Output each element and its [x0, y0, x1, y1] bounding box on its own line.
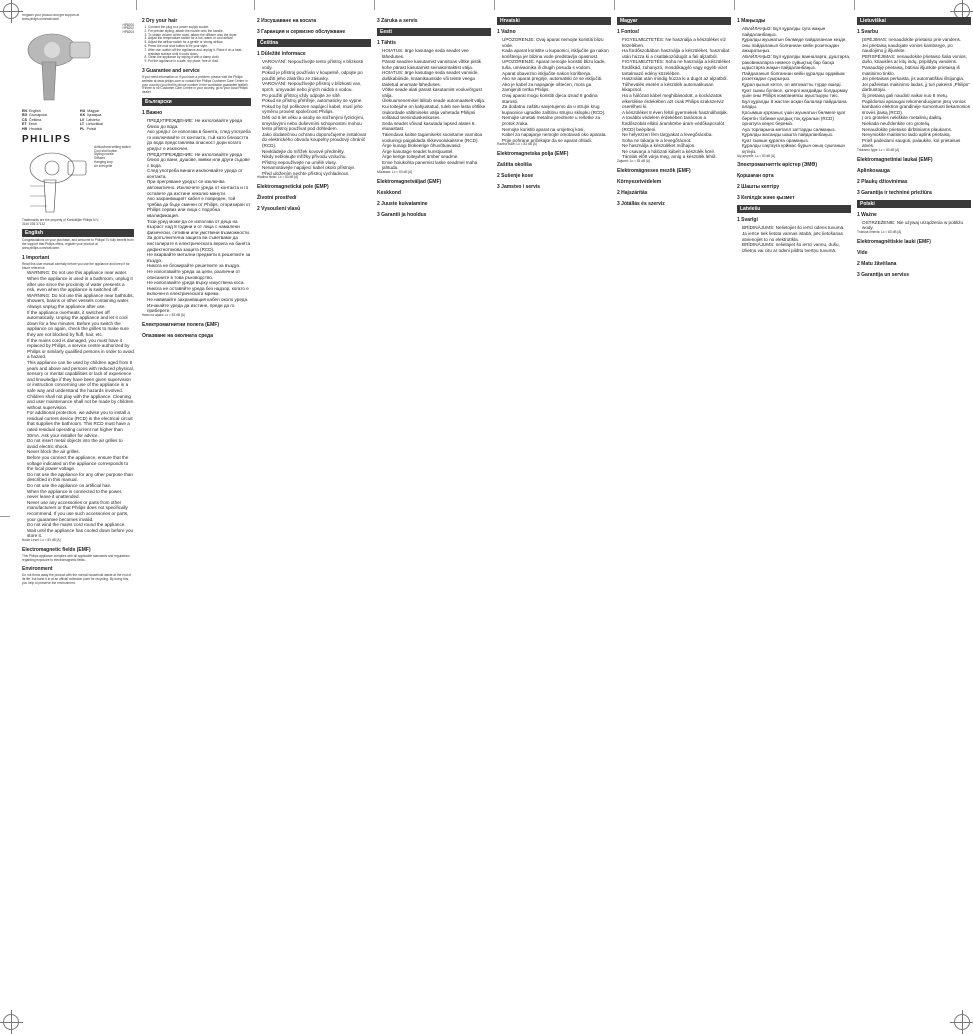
part-label: Cool shot button: [94, 148, 118, 153]
section-bar-czech: Čeština: [257, 39, 371, 47]
warning-item: • When the appliance is used in a bathroom, unplug it after use since the proximity of water presents a risk, even when the appliance is switched off.: [27, 276, 134, 293]
part-label: Hanging loop: [94, 160, 113, 165]
warning-item: • When the appliance is connected to the power, never leave it unattended.: [27, 489, 134, 500]
warning-item: • Nenaudokite prietaiso dirbtiniams plaukams.: [862, 127, 971, 133]
section-bar-english: English: [22, 229, 134, 237]
section-bar-lithuanian: Lietuviškai: [857, 17, 971, 25]
warning-item: • Before you connect the appliance, ensure that the voltage indicated on the appliance corresponds to the local power voltage.: [27, 455, 134, 472]
warning-item: • FIGYELMEZTETÉS: Soha ne használja a készüléket fürdőkád, zuhanyzó, mosdókagyló vagy egyéb vizet tartalmazó edény közelében.: [622, 59, 731, 76]
environment-heading: Қоршаған орта: [737, 173, 774, 180]
section-heading: 2 Juuste kuivatamine: [377, 200, 428, 207]
section-heading: 3 Garantii ja hooldus: [377, 211, 427, 218]
warning-item: • Ne használja a készüléket műhajon.: [622, 143, 731, 149]
intro-text: Congratulations on your purchase, and welcome to Philips! To fully benefit from the support that Philips offers, register your product at www.philips.com/welcome.: [22, 238, 134, 251]
section-heading: 3 Garantija ir techninė priežiūra: [857, 189, 932, 196]
section-heading: 1 Маңызды: [737, 18, 766, 24]
model-number: HP8203: [122, 30, 134, 35]
warning-item: • Do not use the appliance on artificial hair.: [27, 483, 134, 489]
environment-heading: Опазване на околната среда: [142, 332, 213, 339]
warning-item: • АБАЙЛАҢЫЗ: Бұл құралды ванналарға, душтарға, раковиналарға немесе сұйықтық бар басқа ыдыстарға жақын пайдаланбаңыз.: [742, 54, 851, 71]
section-heading: 3 Záruka a servis: [377, 18, 418, 24]
emf-heading: Elektromagnētiskie lauki (EMF): [857, 238, 931, 245]
language-item: HU Magyar: [80, 108, 100, 113]
warning-item: • Ovaj aparat mogu koristiti djeca iznad 8 godina starosti.: [502, 93, 611, 104]
warning-item: • АБАЙЛАҢЫЗ: Бұл құралды суға жақын пайдаланбаңыз.: [742, 26, 851, 37]
section-heading: 2 Dry your hair: [142, 18, 178, 24]
warning-item: • PERSPĖJIMAS: nenaudokite prietaiso šalia vonios, dušo, kriauklės ar kitų indų, pripildytų vandens.: [862, 54, 971, 65]
section-heading: 2 Шашты кептіру: [737, 184, 780, 191]
warning-item: • Този уред може да се използва от деца на възраст над 8 години и от лица с намалени физически, сетивни или умствени възможности.: [147, 219, 251, 236]
warning-item: • Pärast seadme kasutamist vannitoas võtke pistik kohe pärast kasutamist seinakontaktist välja.: [382, 59, 491, 70]
language-item: LT Lietuviškai: [80, 122, 103, 127]
warning-item: • Tárolás előtt várja meg, amíg a készülék lehűl.: [622, 154, 731, 160]
warning-item: • ПРЕДУПРЕЖДЕНИЕ: Не използвайте уреда близо до вани, душове, мивки или други съдове с вода.: [147, 152, 251, 169]
warning-item: • HOIATUS: ärge kasutage seda seadet vannide, dušikabiinide, kraanikausside või teiste veega täidetud anumate läheduses.: [382, 70, 491, 87]
emf-heading: Электромагниттік өрістер (ЭМӨ): [737, 162, 817, 169]
warning-item: • Kui toitejuhe on kahjustatud, tuleb see lasta ohtlike olukordade vältimiseks välja vahetada Philipsi volitatud teeninduskeskuses.: [382, 104, 491, 121]
registration-mark-bottom-left: [3, 1014, 19, 1030]
warning-item: • VAROVÁNÍ: Nepoužívejte přístroj v blízkosti van, sprch, umyvadel nebo jiných nádob s vodou.: [262, 81, 371, 92]
column-hungarian: [617, 14, 731, 1023]
noise-level: Noise Level: Lc = 83 dB [A]: [22, 537, 61, 542]
environment-heading: Životní prostředí: [257, 195, 297, 202]
step-item: 8. Clean the appliance by wiping it with a damp cloth.: [148, 56, 251, 60]
warning-item: • Бұл құралды 8 жастан асқан балалар пайдалана алады.: [742, 99, 851, 110]
warning-item: • Jei prietaisą naudojate vonios kambaryje, po naudojimo jį išjunkite.: [862, 43, 971, 54]
section-intro: Read this user manual carefully before you use the appliance and keep it for future reference.: [22, 261, 130, 270]
warning-item: • Не навивайте захранващия кабел около уреда.: [147, 297, 251, 303]
noise-level: Triukšmo lygis: Lc = 83 dB [A]: [857, 147, 900, 152]
section-heading: 1 Svarbu: [857, 29, 879, 35]
emf-heading: Elektromagnetväljad (EMF): [377, 178, 442, 185]
emf-heading: Elektromágneses mezők (EMF): [617, 167, 691, 174]
environment-heading: Keskkond: [377, 189, 401, 196]
language-item: HR Hrvatski: [22, 126, 43, 131]
warning-item: • A készüléket 8 éven felüli gyermekek használhatják.: [622, 110, 731, 116]
emf-text: This Philips appliance complies with all applicable standards and regulations regarding exposure to electromagnetic fields.: [22, 553, 130, 562]
warning-item: • Always unplug the appliance after use.: [27, 304, 134, 310]
environment-text: Do not throw away the product with the normal household waste at the end of its life, but hand it in at an official collection point for recycling. By doing this, you help to preserve the environment.: [22, 573, 132, 585]
section-heading: 3 Гаранция и сервизно обслужване: [257, 29, 346, 35]
noise-level: Hladina hluku: Lc = 83 dB [A]: [257, 175, 299, 180]
warning-item: • Құралды жасанды шашта пайдаланбаңыз.: [742, 132, 851, 138]
registration-mark-top-left: [3, 3, 19, 19]
warning-item: • Papildomai apsaugai rekomenduojame jūsų vonios kambario elektros grandinėje sumontuoti liekamosios srovės įtaisą (RCD).: [862, 99, 971, 116]
environment-heading: Környezetvédelem: [617, 178, 662, 185]
warning-item: • Soha ne takarja le a levegőrácsot.: [622, 138, 731, 144]
warning-item: • If the appliance overheats, it switches off automatically. Unplug the appliance and let it cool down for a few minutes. Before you switch the appliance on again, check the grilles to make sure they are not blocked by fluff, hair, etc.: [27, 310, 134, 338]
noise-level: Müratase: Lc = 83 dB [A]: [377, 170, 413, 175]
environment-heading: Zaštita okoliša: [497, 162, 532, 169]
warning-item: • Ülekuumenemisel lülitub seade automaatselt välja.: [382, 98, 491, 104]
column-cover: [22, 14, 134, 1023]
section-heading: 3 Кепілдік және қызмет: [737, 195, 795, 202]
warning-item: • Пайдаланып болғаннан кейін құралды әрдайым розеткадан суырыңыз.: [742, 71, 851, 82]
environment-heading: Vide: [857, 249, 868, 256]
language-item: KK Қазақша: [80, 113, 102, 118]
warning-item: • ĮSPĖJIMAS: nenaudokite prietaiso prie vandens.: [862, 37, 971, 43]
warning-item: • Ауа торларына металл заттарды салмаңыз.: [742, 127, 851, 133]
register-url: www.philips.com/welcome: [22, 16, 60, 21]
warning-item: • Қуат сымы бүлінсе, қатерлі жағдайды болдырмау үшін оны Philips компаниясы ауыстыруы тиіс.: [742, 88, 851, 99]
column-czech-estonian: [377, 14, 491, 1023]
section-heading: 1 Važno: [497, 29, 516, 35]
warning-item: • Ne csavarja a hálózati kábelt a készülék köré.: [622, 149, 731, 155]
noise-level: Ниво на шума: Lc = 83 dB [A]: [142, 312, 185, 317]
warning-item: • Nikdy neblokujte mřížky přívodu vzduchu.: [262, 154, 371, 160]
register-text: Register your product and get support at: [22, 14, 80, 17]
section-heading: 1 Fontos!: [617, 29, 640, 35]
section-heading: 2 Hajszárítás: [617, 189, 648, 196]
warning-item: • WARNING: Do not use this appliance near bathtubs, showers, basins or other vessels containing water.: [27, 293, 134, 304]
warning-item: • Nemojte koristiti aparat na umjetnoj kosi.: [502, 127, 611, 133]
warning-item: • Po použití přístroj vždy odpojte ze sítě.: [262, 93, 371, 99]
section-heading: 3 Guarantee and service: [142, 67, 200, 74]
section-heading: 2 Matu žāvēšana: [857, 260, 897, 267]
step-item: 2. For precise styling, attach the nozzle onto the handle.: [148, 30, 251, 34]
step-item: 5. Adjust the airflow switch for a gentle or strong airflow.: [148, 41, 251, 45]
warning-item: • Aparat obavezno isključite nakon korištenja.: [502, 71, 611, 77]
step-item: 7. After use: switch off the appliance and unplug it. Place it on a heat-resistant surface until it cools down.: [148, 49, 251, 57]
part-label: Diffuser: [94, 156, 105, 161]
warning-item: • Võtke seade alati pärast kasutamist vooluvõrgust välja.: [382, 87, 491, 98]
section-bar-polish: Polski: [857, 200, 971, 208]
column-bulgarian-czech: [257, 14, 371, 1023]
warning-item: • Jako dodatečnou ochranu doporučujeme instalovat do elektrického obvodu koupelny proudový chránič (RCD).: [262, 132, 371, 149]
noise-level: Razina buke: Lc = 83 dB [A]: [497, 142, 537, 147]
fold-mark: [614, 0, 615, 10]
section-heading: 2 Изсушаване на косата: [257, 18, 317, 24]
warning-item: • Қосымша қорғаныс үшін жуынатын бөлмеге қуат беретін тізбекке қалдық тоқ құралын (RCD) орнатуға кеңес береміз.: [742, 110, 851, 127]
section-heading: 1 Důležité informace: [257, 51, 306, 57]
warning-item: • Kabel za napajanje nemojte omotavati oko aparata.: [502, 132, 611, 138]
section-heading: 2 Vysoušení vlasů: [257, 206, 301, 213]
section-heading: 3 Garantija un serviss: [857, 271, 909, 278]
warning-item: • VAROVÁNÍ: Nepoužívejte tento přístroj v blízkosti vody.: [262, 59, 371, 70]
section-bar-bulgarian: Български: [142, 98, 251, 106]
warning-item: • Přístroj nepoužívejte na umělé vlasy.: [262, 160, 371, 166]
emf-heading: Electromagnetic fields (EMF): [22, 546, 91, 553]
warning-item: • При прегряване уредът се изключва автоматично. Изключете уреда от контакта и го оставете да изстине няколко минути.: [147, 179, 251, 196]
language-item: ET Eesti: [22, 122, 37, 127]
section-heading: 3 Jamstvo i servis: [497, 184, 541, 191]
step-item: 9. Put the appliance in a safe, dry place, free of dust.: [148, 60, 251, 64]
warning-item: • Құралды жуынатын бөлмеде пайдаланған кезде, оны пайдаланып болғаннан кейін розеткадан ажыратыңыз.: [742, 37, 851, 54]
column-lithuanian-polish: [857, 14, 971, 1023]
warning-item: • Nevyniokite maitinimo laido aplink prietaisą.: [862, 132, 971, 138]
warning-item: • HOIATUS: ärge kasutage seda seadet vee läheduses.: [382, 48, 491, 59]
warning-item: • Pokud se přístroj přehřeje, automaticky se vypne.: [262, 98, 371, 104]
warning-item: • Do not wind the mains cord round the appliance.: [27, 522, 134, 528]
warning-item: • Ha a hálózati kábel meghibásodott, a kockázatok elkerülése érdekében azt csak Philips szakszerviz cserélheti ki.: [622, 93, 731, 110]
step-item: 3. To obtain volume at the roots, attach the diffuser onto the dryer.: [148, 34, 251, 38]
warning-item: • Ärge kunagi blokeerige õhuvõtuavasid.: [382, 143, 491, 149]
document-code: 3140 035 37132: [22, 221, 46, 226]
warning-item: • Jei prietaisas perkaista, jis automatiškai išsijungia.: [862, 76, 971, 82]
warning-item: • Құрал қызып кетсе, ол автоматты түрде өшеді.: [742, 82, 851, 88]
hair-dryer-illustration: [22, 28, 92, 103]
fold-mark: [254, 0, 255, 10]
warning-item: • Děti od 8 let věku a osoby se sníženými fyzickými, smyslovými nebo duševními schopnostmi mohou tento přístroj používat pod dohledem.: [262, 115, 371, 132]
warning-item: • BRĪDINĀJUMS: nelietojiet šo ierīci vannu, dušu, izlietņu vai citu ar ūdeni pildītu tvertņu tuvumā.: [742, 242, 851, 253]
warning-item: • Ärge kasutage seadet kunstjuustel.: [382, 149, 491, 155]
section-heading: 1 Ważne: [857, 211, 877, 218]
warning-item: • Nevkládejte do mřížek kovové předměty.: [262, 149, 371, 155]
warning-item: • Ha fürdőszobában használja a készüléket, használat után húzza ki a csatlakozódugót a fali aljzatból.: [622, 48, 731, 59]
section-heading: 1 Important: [22, 254, 50, 261]
environment-heading: Aplinkosauga: [857, 167, 890, 174]
warning-item: • Не използвайте уреда върху изкуствена коса.: [147, 280, 251, 286]
warning-item: • Į oro groteles nekiškite metalinių daiktų.: [862, 115, 971, 121]
section-heading: 1 Важно: [142, 109, 163, 116]
part-label: Air inlet grille: [94, 163, 113, 168]
step-item: 1. Connect the plug to a power supply socket.: [148, 26, 251, 30]
emf-heading: Elektromagnetska polja (EMF): [497, 151, 569, 158]
warning-item: • Не използвайте уреда за цели, различни от описаните в това ръководство.: [147, 269, 251, 280]
step-item: 6. Press the cool shot button to fix your style.: [148, 45, 251, 49]
model-number: HP8202: [122, 26, 134, 31]
fold-mark: [854, 0, 855, 10]
column-croatian: [497, 14, 611, 1023]
warning-item: • След употреба винаги изключвайте уреда от контакта.: [147, 168, 251, 179]
warning-item: • OSTRZEŻENIE: Nie używaj urządzenia w pobliżu wody.: [862, 220, 971, 231]
warning-item: • Használat után mindig húzza ki a dugót az aljzatból.: [622, 76, 731, 82]
warning-item: • Ако уредът се използва в банята, след употреба го изключвайте от контакта, тъй като близостта до вода представлява опасност дори когато уредът е изключен.: [147, 129, 251, 151]
environment-heading: Environment: [22, 566, 53, 573]
parts-diagram: [22, 146, 92, 216]
warning-item: • Ako je kabel za napajanje oštećen, mora ga zamijeniti tvrtka Philips.: [502, 82, 611, 93]
language-item: CS Čeština: [22, 117, 42, 122]
warning-item: • ПРЕДУПРЕЖДЕНИЕ: Не използвайте уреда близо до вода.: [147, 118, 251, 129]
warning-item: • UPOZORENJE: Aparat nemojte koristiti blizu kade, tuša, umivaonika ili drugih posuda s vodom.: [502, 59, 611, 70]
warning-item: • Před uložením nechte přístroj vychladnout.: [262, 171, 371, 177]
emf-heading: Elektromagnetiniai laukai (EMF): [857, 156, 933, 163]
step-item: 4. Adjust the temperature switch for a hot, warm or cool airflow.: [148, 37, 251, 41]
philips-logo: PHILIPS: [22, 133, 72, 145]
language-item: EN English: [22, 108, 41, 113]
warning-item: • This appliance can be used by children aged from 8 years and above and persons with reduced physical, sensory or mental capabilities or lack of experience and knowledge if they have been given supervision or instruction concerning use of the appliance in a safe way and understand the hazards involved. Children shall not play with the appliance. Cleaning and user maintenance shall not be made by children without supervision.: [27, 360, 134, 410]
warning-item: • Ако захранващият кабел е повреден, той трябва да бъде сменен от Philips, оторизиран от Philips сервиз или лица с подобна квалификация.: [147, 196, 251, 218]
warning-item: • Pokud by byl poškozen napájecí kabel, musí jeho výměnu provést společnost Philips.: [262, 104, 371, 115]
warning-item: • Kada aparat koristite u kupaonici, isključite ga nakon korištenja jer blizina vode predstavlja opasnost.: [502, 48, 611, 59]
part-label: Airflow/heat setting switch: [94, 144, 131, 149]
model-number: HP8200: [122, 22, 134, 27]
part-label: Styling nozzle: [94, 152, 114, 157]
warning-item: • Ärge kerige toitejuhet ümber seadme.: [382, 154, 491, 160]
warning-item: • Do not insert metal objects into the air grilles to avoid electric shock.: [27, 438, 134, 449]
language-item: LV Latviešu: [80, 117, 100, 122]
warning-item: • Do not use the appliance for any other purpose than described in this manual.: [27, 472, 134, 483]
warning-item: • Za dodatnu zaštitu savjetujemo da u strujni krug kupaonice ugradite zaštitnu strujnu sklopku (RCD).: [502, 104, 611, 115]
noise-level: Zajszint: Lc = 83 dB [A]: [617, 159, 650, 164]
warning-item: • Құралды сақтауға қоймас бұрын оның суығанын күтіңіз.: [742, 143, 851, 154]
warning-item: • Panaudoję prietaisą, būtinai išjunkite prietaisą iš maitinimo tinklo.: [862, 65, 971, 76]
emf-heading: Elektromagnetická pole (EMP): [257, 184, 329, 191]
warning-item: • UPOZORENJE: Ovaj aparat nemojte koristiti blizu vode.: [502, 37, 611, 48]
emf-heading: Електромагнитни полета (EMF): [142, 321, 220, 328]
noise-level: Trokšņa līmenis: Lc = 83 dB [A]: [857, 229, 902, 234]
warning-item: • Šį prietaisą gali naudoti vaikai nuo 8 metų.: [862, 93, 971, 99]
warning-item: • Ne helyezzen fém tárgyakat a levegőrácsba.: [622, 132, 731, 138]
warning-item: • Jei pažeistas maitinimo laidas, jį turi pakeisti „Philips“ darbuotojai.: [862, 82, 971, 93]
section-bar-hungarian: Magyar: [617, 17, 731, 25]
warning-item: • BRĪDINĀJUMS: Nelietojiet šo ierīci ūdens tuvumā.: [742, 225, 851, 231]
language-item: BG Български: [22, 113, 47, 118]
warning-item: • Қуат сымын құралға орамаңыз.: [742, 138, 851, 144]
warning-item: • За допълнителна защита ви съветваме да инсталирате в електрическата верига на банята дефектнотокова защита (RCD).: [147, 235, 251, 252]
fold-mark: [136, 0, 137, 10]
warning-item: • Never use any accessories or parts from other manufacturers or that Philips does not specifically recommend. If you use such accessories or parts, your guarantee becomes invalid.: [27, 500, 134, 522]
trademark-note: Trademarks are the property of Koninklijke Philips N.V.: [22, 217, 100, 222]
language-item: PL Polski: [80, 126, 97, 131]
warning-item: • Enne hoiukohta panemist laske seadmel maha jahtuda.: [382, 160, 491, 171]
guarantee-text: If you need information or if you have a problem, please visit the Philips website at www.philips.com or contact the Philips Customer Care Centre in your country (you find its phone number in the worldwide guarantee leaflet). If there is no Customer Care Centre in your country, go to your local Philips dealer.: [142, 74, 249, 95]
warning-item: • Nemojte umetati metalne predmete u rešetke za protok zraka.: [502, 115, 611, 126]
section-heading: 1 Tähtis: [377, 40, 396, 46]
warning-item: • Не вкарвайте метални предмети в решетките за въздух.: [147, 252, 251, 263]
warning-item: • Никога не оставяйте уреда без надзор, когато е включен в електрическата мрежа.: [147, 286, 251, 297]
section-heading: 3 Jótállás és szerviz: [617, 200, 665, 207]
section-bar-croatian: Hrvatski: [497, 17, 611, 25]
warning-item: • Изчакайте уреда да изстине, преди да го приберете.: [147, 303, 251, 314]
column-english-bulgarian: [142, 14, 251, 1023]
warning-item: • Pokud je přístroj používán v koupelně, odpojte po použití jeho zástrčku ze zásuvky.: [262, 70, 371, 81]
warning-item: • Prieš padėdami saugoti, palaukite, kol prietaisas atvės.: [862, 138, 971, 149]
warning-item: • For additional protection, we advise you to install a residual current device (RCD) in the electrical circuit that supplies the bathroom. This RCD must have a rated residual operating current not higher than 30mA. Ask your installer for advice.: [27, 410, 134, 438]
section-heading: 2 Sušenje kose: [497, 173, 534, 180]
fold-mark: [734, 0, 735, 10]
fold-mark: [0, 516, 10, 517]
warning-item: • If the mains cord is damaged, you must have it replaced by Philips, a service centre authorized by Philips or similarly qualified persons in order to avoid a hazard.: [27, 338, 134, 360]
warning-item: • Wait until the appliance has cooled down before you store it.: [27, 528, 134, 539]
warning-item: • Ja ierīce tiek lietota vannas istabā, pēc lietošanas atvienojiet to no elektrotīkla.: [742, 231, 851, 242]
section-heading: 1 Svarīgi: [737, 217, 758, 224]
warning-item: • Never block the air grilles.: [27, 449, 134, 455]
warning-item: • Seda seadet võivad kasutada lapsed alates 8. eluaastast.: [382, 121, 491, 132]
warning-item: • Никога не блокирайте решетките за въздух.: [147, 263, 251, 269]
warning-item: • Prije pohrane pričekajte da se aparat ohladi.: [502, 138, 611, 144]
warning-item: • A további védelem érdekében tanácsos a fürdőszobát ellátó áramkörbe áram-védőkapcsolót (RCD) beépíteni.: [622, 115, 731, 132]
warning-item: • FIGYELMEZTETÉS: Ne használja a készüléket víz közelében.: [622, 37, 731, 48]
section-bar-latvian: Latviešu: [737, 205, 851, 213]
fold-mark: [374, 0, 375, 10]
section-bar-estonian: Eesti: [377, 28, 491, 36]
column-kazakh: [737, 14, 851, 1023]
fold-mark: [494, 0, 495, 10]
warning-item: • Täiendava kaitse tagamiseks soovitame vannitoa vooluringi paigaldada rikkevoolukaitsme (RCD).: [382, 132, 491, 143]
warning-item: • Niekada neuždenkite oro grotelių.: [862, 121, 971, 127]
section-heading: 2 Plaukų džiovinimas: [857, 178, 908, 185]
warning-item: • Ako se aparat pregrije, automatski će se isključiti.: [502, 76, 611, 82]
noise-level: Шу деңгейі: Lc = 83 dB [A]: [737, 153, 776, 158]
warning-item: • WARNING: Do not use this appliance near water.: [27, 270, 134, 276]
warning-item: • Túlhevülés esetén a készülék automatikusan kikapcsol.: [622, 82, 731, 93]
warning-item: • Nenamotávejte napájecí kabel okolo přístroje.: [262, 165, 371, 171]
